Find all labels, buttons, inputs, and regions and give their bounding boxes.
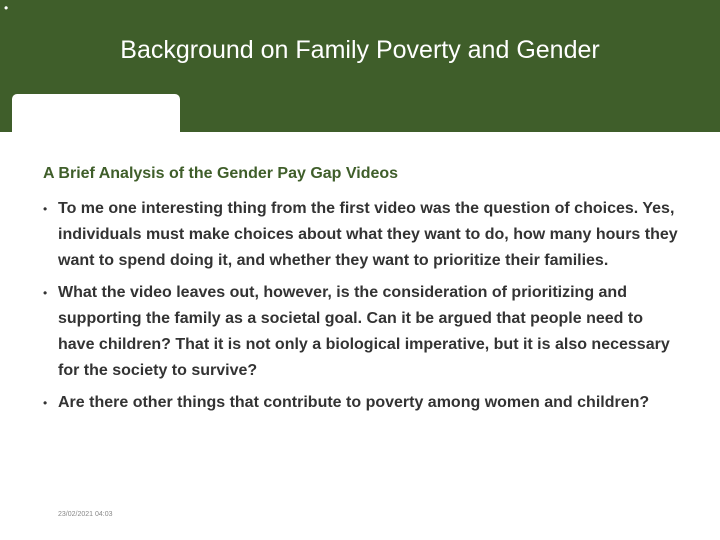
corner-bullet-mark: • bbox=[4, 1, 9, 15]
bullet-item bbox=[43, 280, 683, 384]
bullet-dot: • bbox=[43, 396, 48, 410]
bullet-dot: • bbox=[43, 286, 48, 300]
title-banner bbox=[0, 0, 720, 132]
bullet-item bbox=[43, 196, 683, 274]
bullet-item bbox=[43, 390, 683, 416]
section-subtitle: A Brief Analysis of the Gender Pay Gap Videos bbox=[43, 165, 399, 182]
bullet-dot: • bbox=[43, 202, 48, 216]
bullet-text: What the video leaves out, however, is the consideration of prioritizing and supporting the family as a societal goal. Can it be argued that people need to have children? That it is not only a biological imperative, but it is also necessary for the society to survive? bbox=[58, 284, 670, 379]
bullet-list bbox=[43, 196, 683, 422]
bullet-text: To me one interesting thing from the first video was the question of choices. Yes, individuals must make choices about what they want to do, how many hours they want to spend doing it, and whether they want to prioritize their families. bbox=[58, 200, 678, 269]
footer-date: 23/02/2021 04:03 bbox=[58, 511, 113, 518]
slide-title: Background on Family Poverty and Gender bbox=[120, 36, 600, 64]
decorative-tab bbox=[12, 94, 180, 132]
bullet-text: Are there other things that contribute to poverty among women and children? bbox=[58, 394, 650, 411]
